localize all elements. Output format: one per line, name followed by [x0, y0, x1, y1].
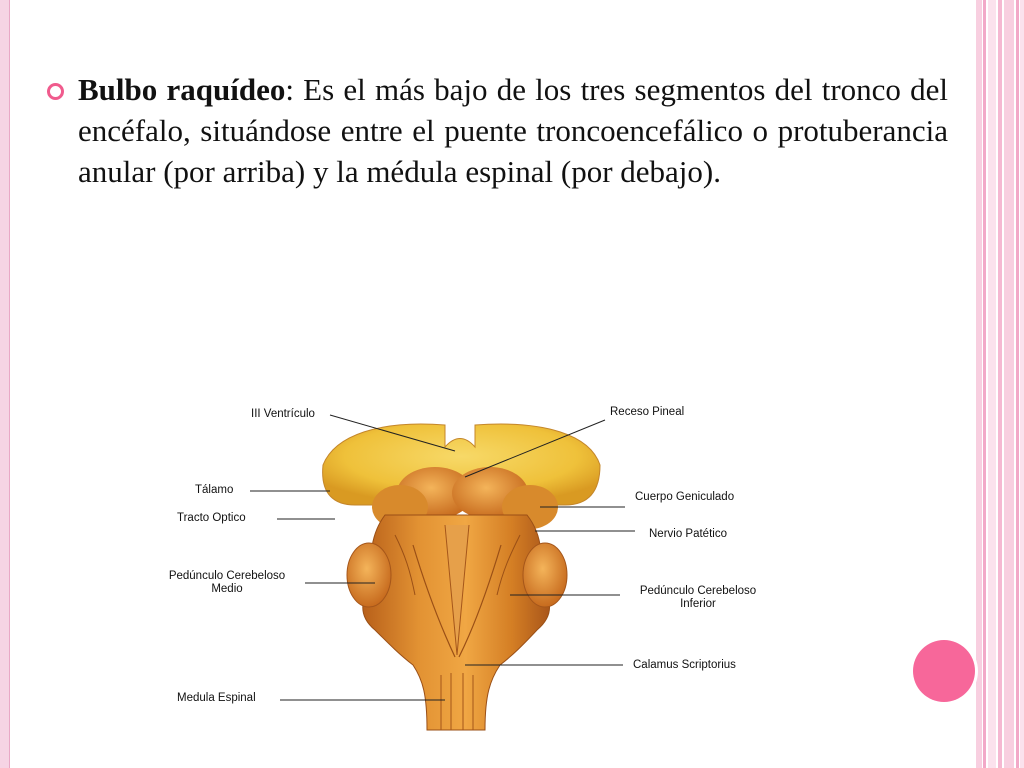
label-cuerpo-geniculado: Cuerpo Geniculado [635, 491, 735, 503]
label-pedunculo-inferior-line1: Pedúnculo Cerebeloso [639, 585, 757, 597]
label-nervio-patetico: Nervio Patético [649, 528, 727, 540]
label-talamo: Tálamo [195, 484, 234, 496]
middle-peduncle-right [523, 543, 567, 607]
bullet-term: Bulbo raquídeo [78, 72, 286, 107]
label-pedunculo-inferior-line2: Inferior [680, 598, 716, 610]
label-tracto-optico: Tracto Optico [177, 512, 246, 524]
label-medula-espinal: Medula Espinal [177, 692, 256, 704]
label-pedunculo-medio [153, 570, 301, 596]
bullet-description: : Es el más bajo de los tres segmentos del tronco del encéfalo, situándose entre el puente troncoencefálico o protuberancia anular (por arriba) y la médula espinal (por debajo). [78, 72, 948, 189]
label-pedunculo-medio-line2: Medio [211, 583, 243, 595]
bullet-icon [47, 83, 64, 100]
middle-peduncle-left [347, 543, 391, 607]
brainstem-illustration [145, 395, 795, 740]
label-calamus-scriptorius: Calamus Scriptorius [633, 659, 736, 671]
label-pedunculo-medio-line1: Pedúnculo Cerebeloso [168, 570, 286, 582]
slide-body-text [78, 69, 948, 192]
decorative-pink-circle [913, 640, 975, 702]
brainstem-diagram [145, 395, 795, 740]
label-pedunculo-inferior [623, 585, 773, 611]
label-receso-pineal: Receso Pineal [610, 406, 685, 418]
left-border-decoration [0, 0, 10, 768]
right-border-stripes [976, 0, 1024, 768]
label-iii-ventriculo: III Ventrículo [251, 408, 315, 420]
